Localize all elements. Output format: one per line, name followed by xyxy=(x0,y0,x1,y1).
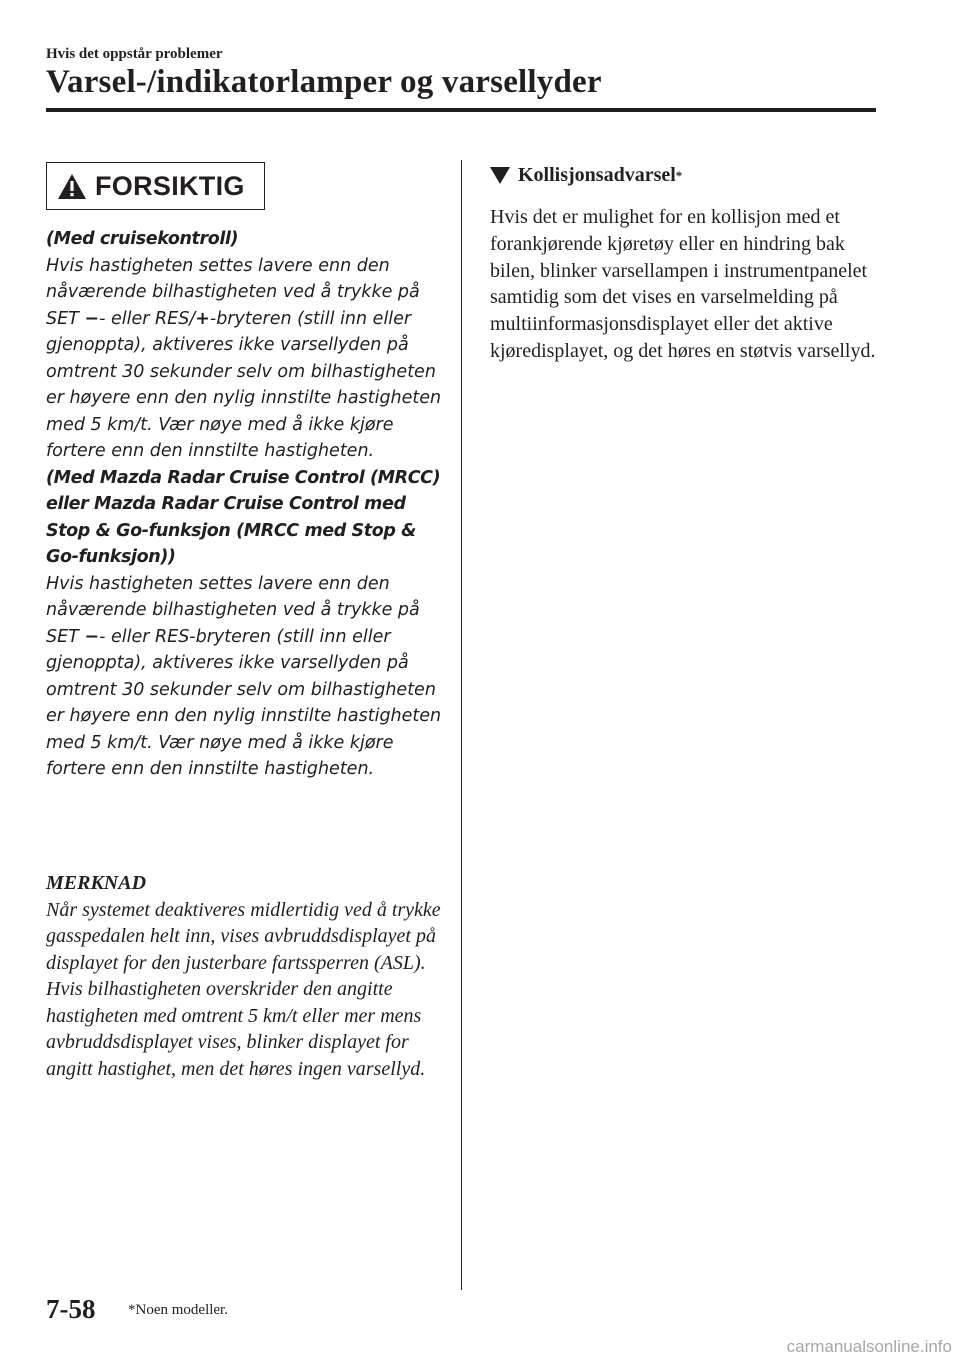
note-block xyxy=(46,870,446,1082)
caution-paragraph-mrcc xyxy=(46,571,446,783)
section-heading-text: Kollisjonsadvarsel xyxy=(518,164,676,186)
caution-p1-text-a: Hvis hastigheten settes lavere enn den nåværende bilhastigheten ved å trykke på SET xyxy=(46,255,420,329)
caution-p2-text-b: - eller RES-bryteren (still inn eller gjenoppta), aktiveres ikke varsellyden på omtrent 30 sekunder selv om bilhastigheten er høyere enn den nylig innstilte hastigheten med 5 km/t. Vær nøye med å ikke kjøre fortere enn den innstilte hastigheten. xyxy=(46,626,442,779)
page-title: Varsel-/indikatorlamper og varsellyder xyxy=(46,64,602,100)
section-body: Hvis det er mulighet for en kollisjon med et forankjørende kjøretøy eller en hindring bak bilen, blinker varsellampen i instrumentpanelet samtidig som det vises en varselmelding på multiinformasjonsdisplayet eller det aktive kjøredisplayet, og det høres en støtvis varsellyd. xyxy=(490,206,876,362)
header-rule xyxy=(46,108,876,112)
caution-box xyxy=(46,162,265,210)
note-text: Når systemet deaktiveres midlertidig ved å trykke gasspedalen helt inn, vises avbruddsdisplayet på displayet for den justerbare fartssperren (ASL). Hvis bilhastigheten overskrider den angitte hastigheten med omtrent 5 km/t eller mer mens avbruddsdisplayet vises, blinker displayet for angitt hastighet, men det høres ingen varsellyd. xyxy=(46,898,441,1080)
caution-condition-cruise: (Med cruisekontroll) xyxy=(46,229,239,249)
warning-triangle-icon xyxy=(57,173,87,200)
footnote: *Noen modeller. xyxy=(128,1302,228,1318)
plus-symbol: + xyxy=(195,308,210,329)
column-divider xyxy=(461,160,462,1290)
caution-paragraph-cruise xyxy=(46,253,446,465)
section-triangle-icon xyxy=(490,167,510,184)
minus-symbol: − xyxy=(84,308,100,329)
watermark: carmanualsonline.info xyxy=(786,1337,952,1356)
minus-symbol: − xyxy=(84,626,100,647)
caution-text xyxy=(46,226,446,783)
caution-p1-text-c: -bryteren (still inn eller gjenoppta), aktiveres ikke varsellyden på omtrent 30 sekunder selv om bilhastigheten er høyere enn den nylig innstilte hastigheten med 5 km/t. Vær nøye med å ikke kjøre fortere enn den innstilte hastigheten. xyxy=(46,308,442,461)
caution-p2-text-a: Hvis hastigheten settes lavere enn den nåværende bilhastigheten ved å trykke på SET xyxy=(46,573,420,647)
header-section-label: Hvis det oppstår problemer xyxy=(46,46,223,62)
caution-label: FORSIKTIG xyxy=(95,170,245,201)
section-heading: Kollisjonsadvarsel * xyxy=(490,164,682,187)
page-number: 7-58 xyxy=(46,1294,96,1324)
caution-condition-mrcc: (Med Mazda Radar Cruise Control (MRCC) eller Mazda Radar Cruise Control med Stop & Go-funksjon (MRCC med Stop & Go-funksjon)) xyxy=(46,467,441,567)
note-heading: MERKNAD xyxy=(46,872,147,894)
caution-p1-text-b: - eller RES/ xyxy=(99,308,196,329)
